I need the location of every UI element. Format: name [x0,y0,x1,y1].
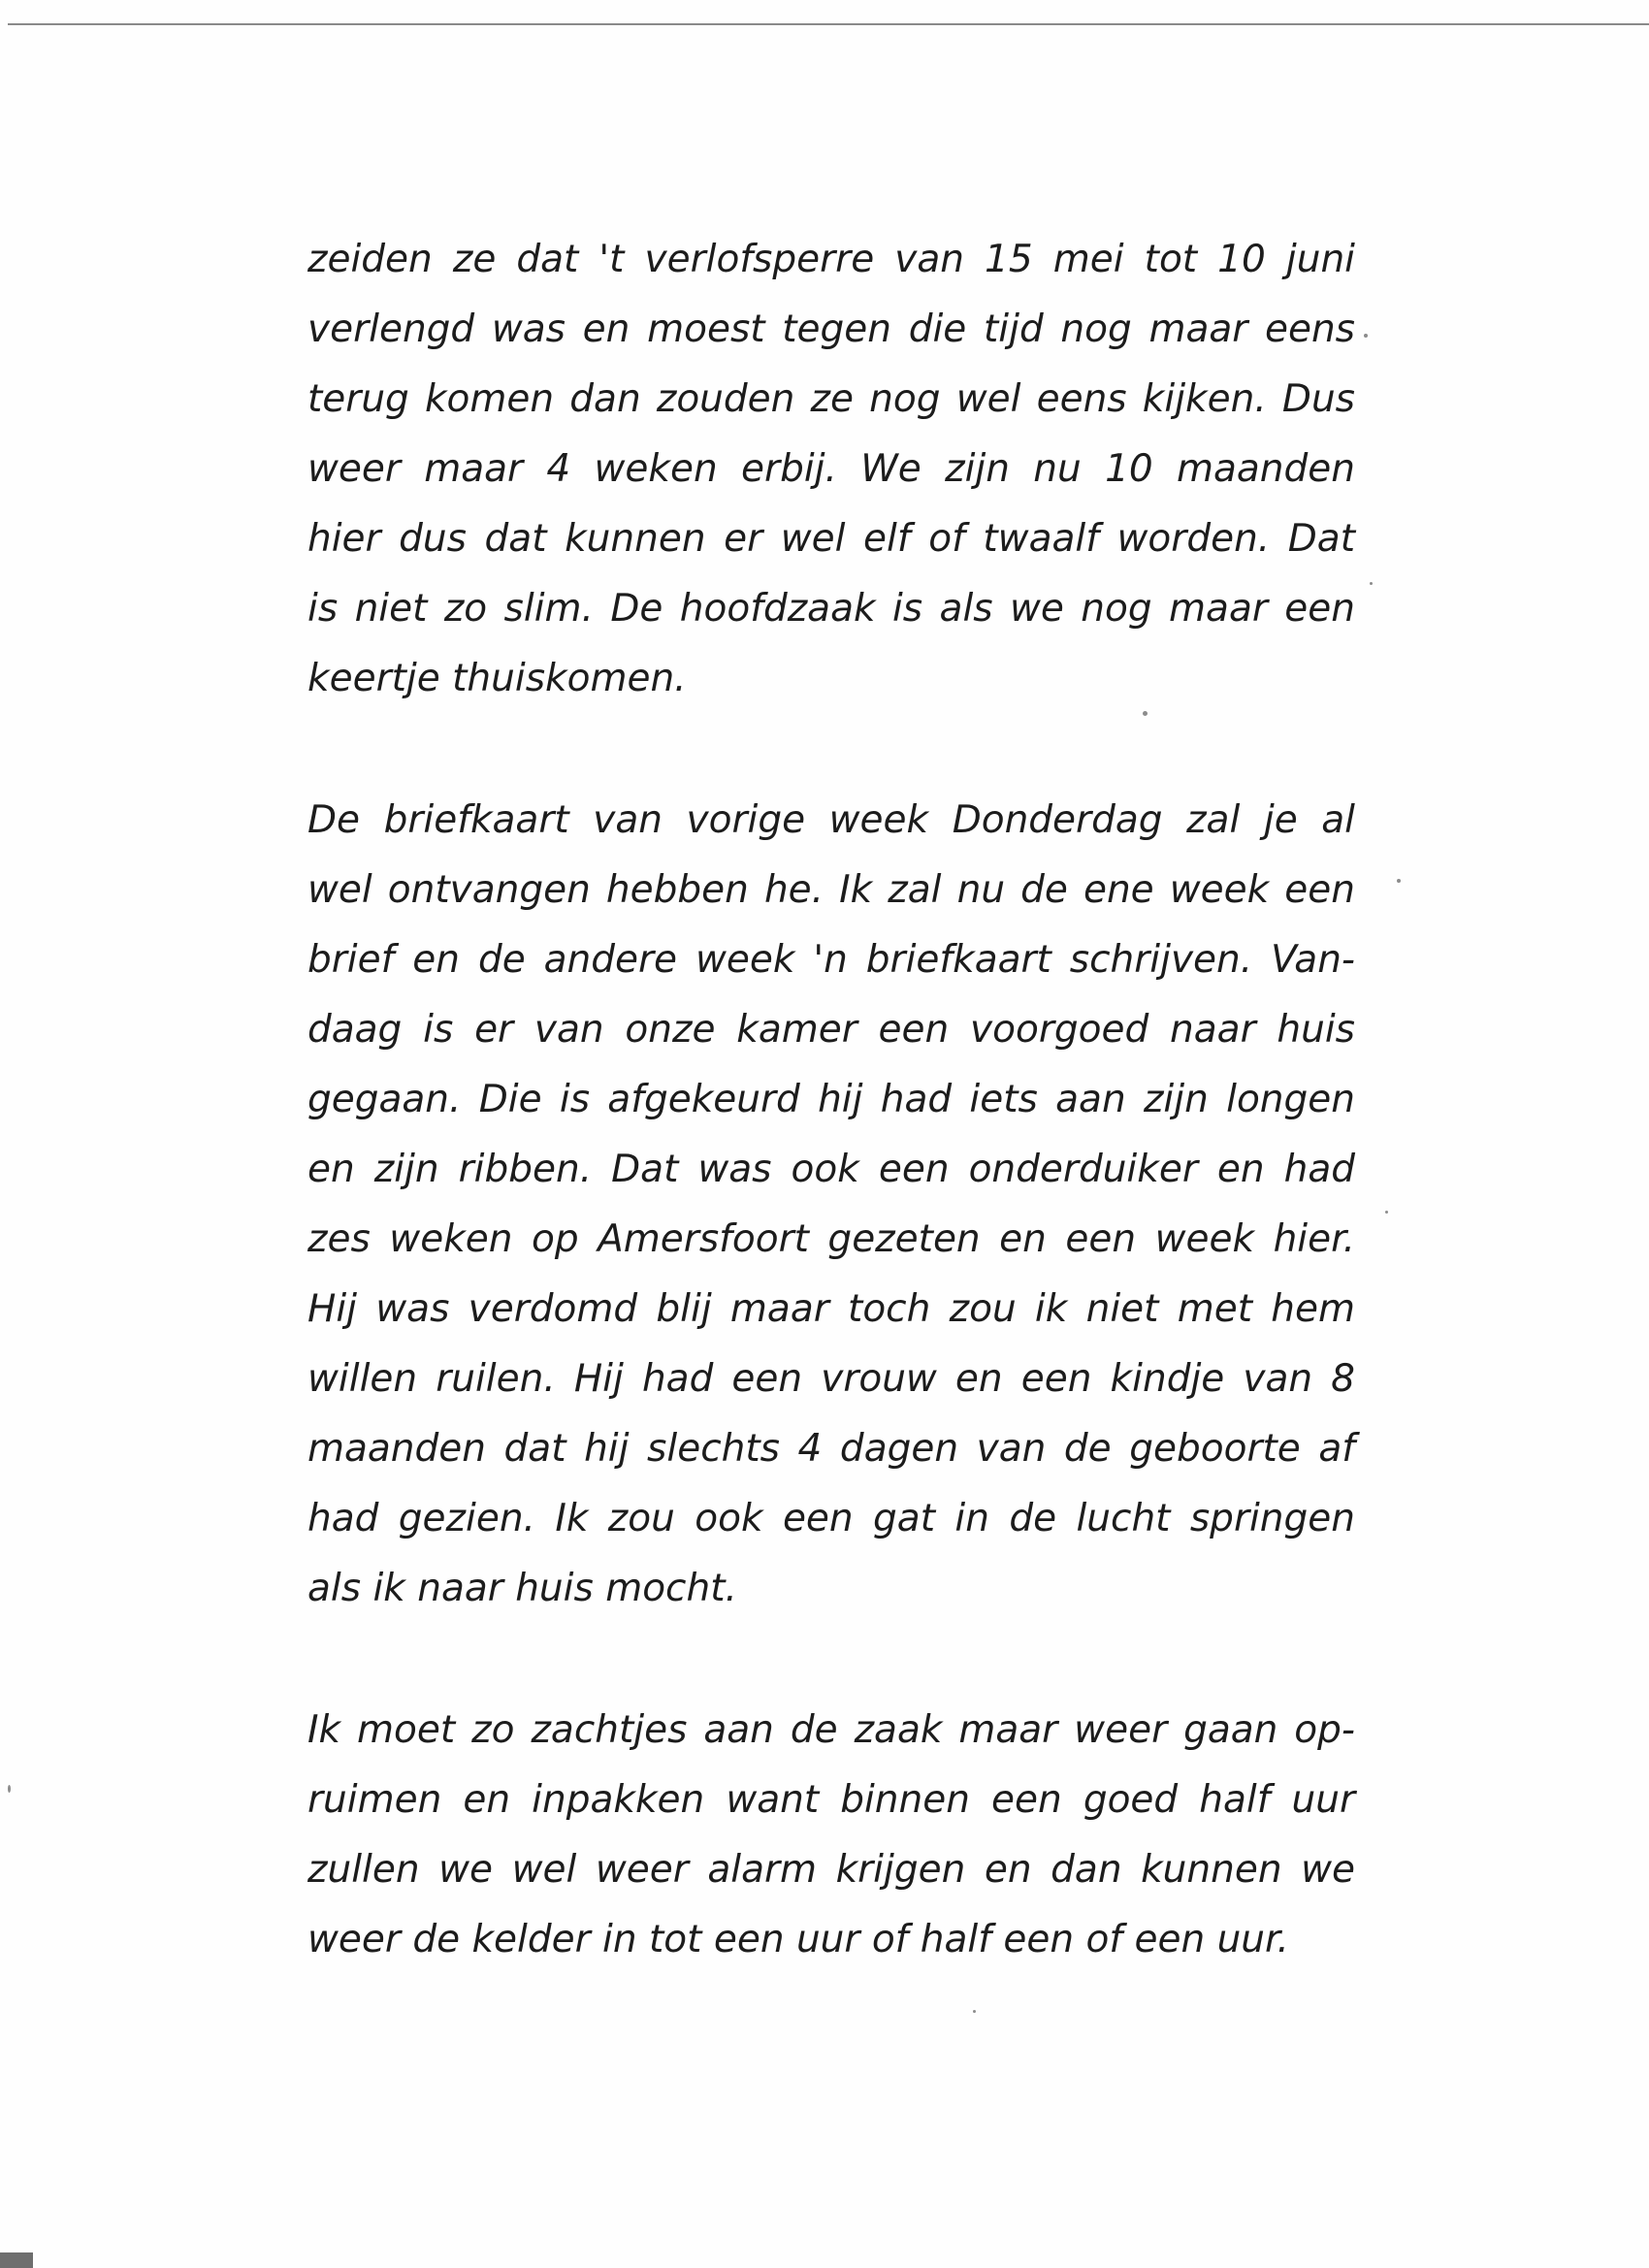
text-line: brief en de andere week 'n briefkaart schrijven. Van- [307,938,1355,982]
scan-corner-mark [0,2252,33,2268]
text-line: is niet zo slim. De hoofdzaak is als we nog maar een [307,587,1355,631]
text-line: wel ontvangen hebben he. Ik zal nu de ene week een [307,868,1355,912]
text-line: willen ruilen. Hij had een vrouw en een kindje van 8 [307,1357,1355,1401]
text-line: en zijn ribben. Dat was ook een onderduiker en had [307,1148,1355,1191]
scan-speck [8,1785,11,1793]
paragraph-spacer [307,1624,1355,1696]
letter-body [307,225,1355,1975]
text-line: weer de kelder in tot een uur of half een of een uur. [307,1918,1289,1961]
paragraph-1 [307,225,1355,714]
text-line: zes weken op Amersfoort gezeten en een week hier. [307,1217,1355,1261]
scan-speck [1385,1211,1388,1214]
text-line: verlengd was en moest tegen die tijd nog maar eens [307,308,1355,351]
text-line: ruimen en inpakken want binnen een goed half uur [307,1778,1355,1822]
scan-speck [973,2010,976,2013]
text-line: maanden dat hij slechts 4 dagen van de geboorte af [307,1427,1355,1471]
page-top-edge [8,23,1649,25]
text-line: hier dus dat kunnen er wel elf of twaalf worden. Dat [307,517,1355,561]
text-line: Hij was verdomd blij maar toch zou ik niet met hem [307,1287,1355,1331]
paragraph-spacer [307,714,1355,786]
text-line: zullen we wel weer alarm krijgen en dan kunnen we [307,1848,1355,1892]
paragraph-3 [307,1696,1355,1975]
text-line: zeiden ze dat 't verlofsperre van 15 mei tot 10 juni [307,238,1355,281]
scan-speck [1370,582,1373,585]
scan-speck [1364,334,1368,338]
text-line: Ik moet zo zachtjes aan de zaak maar weer gaan op- [307,1708,1355,1752]
text-line: gegaan. Die is afgekeurd hij had iets aan zijn longen [307,1078,1355,1121]
text-line: keertje thuiskomen. [307,657,687,700]
text-line: had gezien. Ik zou ook een gat in de lucht springen [307,1497,1355,1540]
text-line: weer maar 4 weken erbij. We zijn nu 10 maanden [307,447,1355,491]
text-line: als ik naar huis mocht. [307,1567,737,1610]
text-line: daag is er van onze kamer een voorgoed naar huis [307,1008,1355,1052]
text-line: terug komen dan zouden ze nog wel eens kijken. Dus [307,377,1355,421]
text-line: De briefkaart van vorige week Donderdag zal je al [307,798,1355,842]
paragraph-2 [307,786,1355,1624]
scan-speck [1397,879,1401,883]
